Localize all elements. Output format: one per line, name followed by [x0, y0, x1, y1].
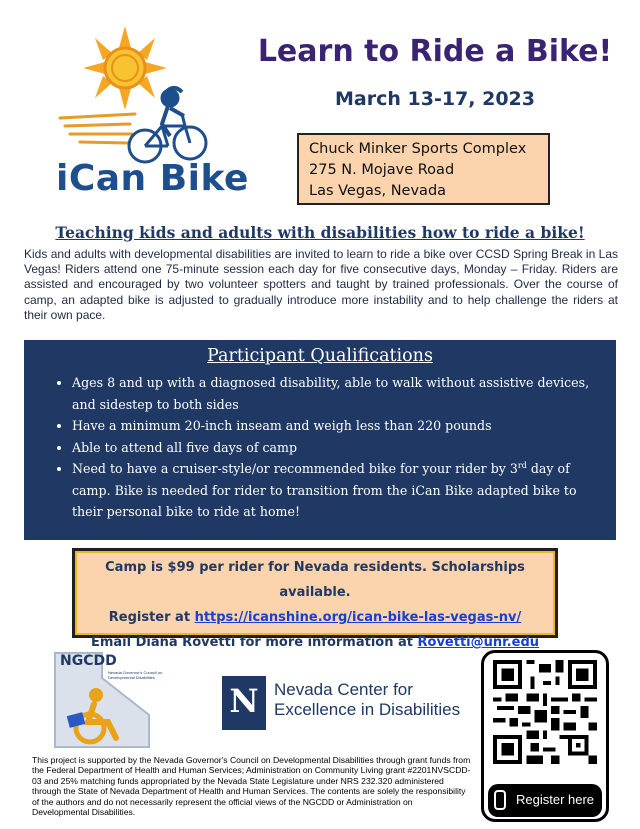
phone-icon: [494, 790, 506, 810]
qr-code-icon[interactable]: [493, 660, 597, 764]
email-prefix: Email Diana Rovetti for more information at: [90, 635, 418, 650]
list-item: • Able to attend all five days of camp: [72, 437, 596, 459]
email-link[interactable]: Rovetti@unr.edu: [417, 635, 540, 650]
register-line: [81, 605, 549, 630]
qualifications-panel: [24, 340, 616, 540]
speed-lines-icon: [60, 114, 135, 143]
cost-text: Camp is $99 per rider for Nevada residents. Scholarships available.: [105, 560, 525, 600]
tagline: Teaching kids and adults with disabilities how to ride a bike!: [55, 223, 585, 242]
list-item: • Ages 8 and up with a diagnosed disability, able to walk without assistive devices, and sidestep to both sides: [72, 372, 596, 415]
location-box: [297, 133, 550, 205]
page-title: Learn to Ride a Bike!: [257, 34, 613, 69]
register-link[interactable]: https://icanshine.org/ican-bike-las-vegas-nv/: [194, 610, 522, 625]
cost-box: [72, 548, 558, 650]
nced-line2: Excellence in Disabilities: [274, 700, 461, 719]
ordinal-suffix: rd: [517, 460, 527, 470]
ngcdd-label: NGCDD: [60, 653, 117, 669]
ngcdd-subtitle: Nevada Governor's Council on Developmental Disabilities: [108, 670, 163, 680]
nced-logo-text: [274, 680, 460, 720]
funding-disclaimer: This project is supported by the Nevada Governor's Council on Developmental Disabilities through grant funds from the Federal Department of Health and Human Services; Administration on Community Living grant #2201NVSCDD-03 and 25% matching funds appropriated by the Nevada State Legislature under NRS 232.320 administered through the State of Nevada Department of Health and Human Services. The contents are solely the responsibility of the authors and do not necessarily represent the official views of the NGCDD or Administration on Developmental Disabilities.: [32, 755, 471, 818]
location-city: Las Vegas, Nevada: [309, 183, 447, 199]
list-item-text: day of camp. Bike is needed for rider to transition from the iCan Bike adapted bike to their personal bike to ride at home!: [72, 461, 577, 519]
nced-line1: Nevada Center for: [274, 680, 413, 699]
register-here-label[interactable]: Register here: [516, 792, 595, 807]
location-name: Chuck Minker Sports Complex: [309, 141, 527, 157]
list-item-text: Need to have a cruiser-style/or recommended bike for your rider by 3: [72, 461, 518, 476]
location-street: 275 N. Mojave Road: [309, 162, 455, 178]
qualifications-list: [44, 372, 596, 523]
qualifications-title: Participant Qualifications: [207, 346, 433, 366]
list-item: • Have a minimum 20-inch inseam and weigh less than 220 pounds: [72, 415, 596, 437]
nced-n-icon: N: [229, 682, 259, 720]
event-dates: March 13-17, 2023: [335, 88, 535, 110]
intro-paragraph: Kids and adults with developmental disabilities are invited to learn to ride a bike over CCSD Spring Break in Las Vegas! Riders attend one 75-minute session each day for five consecutive days, Monday – Friday. Riders are assisted and encouraged by two volunteer spotters and taught by trained professionals. Over the course of camp, an adapted bike is adjusted to gradually introduce more instability and to help challenge the riders at their own pace.: [24, 247, 618, 322]
register-prefix: Register at: [108, 610, 195, 625]
ican-bike-wordmark: iCan Bike: [56, 158, 249, 199]
sun-icon: [83, 26, 167, 110]
list-item: [72, 458, 596, 523]
cyclist-icon: [129, 88, 206, 162]
